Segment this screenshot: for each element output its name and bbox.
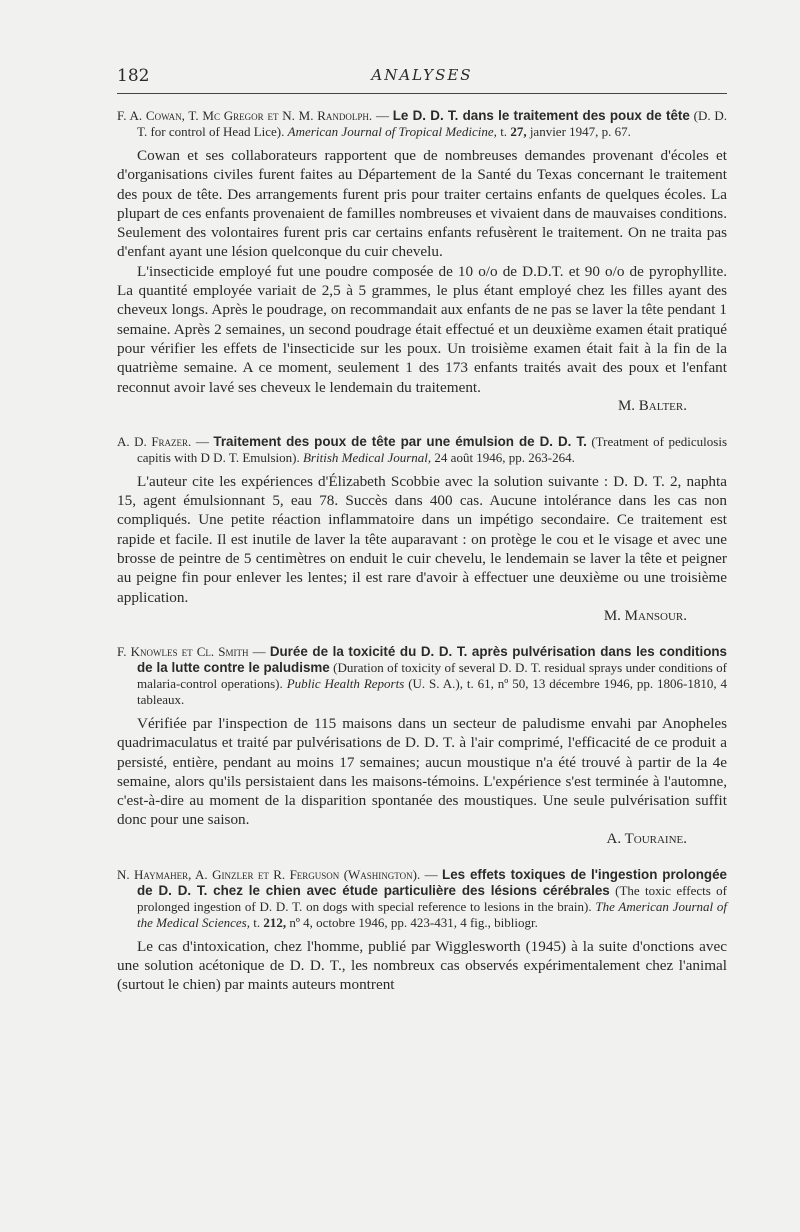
- article-source: (Treatment of pediculosis capitis with D D. T. Emulsion).: [137, 433, 728, 465]
- article-paragraph: L'auteur cite les expériences d'Élizabeth Scobbie avec la solution suivante : D. D. T. 2, naphta 15, agent émulsionnant 5, eau 78. Succès dans 400 cas. Aucune intolérance dans les cas non compliqués. Une petite réaction inflammatoire dans un impétigo secondaire. Ce traitement est rapide et facile. Il est inutile de laver la tête auparavant : on protège le cou et le visage et avec une brosse de peintre de 5 centimètres on enduit le cuir chevelu, le lendemain se laver la tête et peigner au peigne fin pour enlever les lentes; il est rare d'avoir à effectuer une deuxième ou une troisième application.: [117, 472, 727, 606]
- article-signature: A. Touraine.: [606, 830, 687, 847]
- article-journal: The American Journal of the Medical Sciences,: [137, 898, 727, 930]
- article-paragraph: Cowan et ses collaborateurs rapportent que de nombreuses demandes provenant d'écoles et d'organisations civiles furent faites au Département de la Santé du Texas concernant le traitement des poux de tête. Des arrangements furent pris pour traiter certains enfants de quelques écoles. La plupart de ces enfants provenaient de familles nombreuses et vivaient dans de mauvaises conditions. Seulement des volontaires furent pris car certains enfants refusèrent le traitement. On ne traita pas d'enfant ayant une lésion quelconque du cuir chevelu.: [117, 147, 727, 261]
- article-source: (Duration of toxicity of several D. D. T. residual sprays under conditions of malaria-control operations).: [137, 659, 727, 691]
- article: [117, 867, 727, 995]
- article-reference: A. D. Frazer. — Traitement des poux de tête par une émulsion de D. D. T. (Treatment of pediculosis capitis with D D. T. Emulsion). British Medical Journal, 24 août 1946, pp. 263-264.: [117, 433, 728, 465]
- article-paragraph: Le cas d'intoxication, chez l'homme, publié par Wigglesworth (1945) à la suite d'onctions avec une solution acétonique de D. D. T., les nombreux cas observés expérimentalement chez l'animal (surtout le chien) par maints auteurs montrent: [117, 937, 727, 994]
- article-journal: Public Health Reports: [286, 675, 405, 691]
- running-head: ANALYSES: [371, 66, 473, 84]
- article-details: (U. S. A.), t. 61, nº 50, 13 décembre 1946, pp. 1806-1810, 4 tableaux.: [137, 675, 728, 707]
- article-volume: 27,: [510, 124, 527, 139]
- page-content: [117, 108, 727, 995]
- article-details: janvier 1947, p. 67.: [529, 124, 631, 139]
- article-authors: A. D. Frazer.: [117, 433, 192, 449]
- article-signature: M. Mansour.: [603, 607, 687, 624]
- article-title: Traitement des poux de tête par une émulsion de D. D. T.: [213, 433, 587, 449]
- article-details: nº 4, octobre 1946, pp. 423-431, 4 fig., bibliogr.: [289, 914, 538, 930]
- article-authors: F. A. Cowan, T. Mc Gregor et N. M. Randolph.: [117, 108, 373, 123]
- article-title: Durée de la toxicité du D. D. T. après pulvérisation dans les conditions de la lutte contre le paludisme: [137, 643, 727, 675]
- article-source: (D. D. T. for control of Head Lice).: [137, 108, 728, 139]
- article-title: Le D. D. T. dans le traitement des poux de tête: [392, 108, 690, 123]
- article-reference: F. A. Cowan, T. Mc Gregor et N. M. Randolph. — Le D. D. T. dans le traitement des poux de tête (D. D. T. for control of Head Lice). American Journal of Tropical Medicine, t. 27, janvier 1947, p. 67.: [117, 108, 728, 139]
- article-reference: N. Haymaher, A. Ginzler et R. Ferguson (Washington). — Les effets toxiques de l'ingestion prolongée de D. D. T. chez le chien avec étude particulière des lésions cérébrales (The toxic effects of prolonged ingestion of D. D. T. on dogs with special reference to lesions in the brain). The American Journal of the Medical Sciences, t. 212, nº 4, octobre 1946, pp. 423-431, 4 fig., bibliogr.: [117, 866, 728, 930]
- article-details: 24 août 1946, pp. 263-264.: [434, 449, 575, 465]
- article: [117, 434, 727, 626]
- article-authors: F. Knowles et Cl. Smith: [117, 643, 249, 659]
- article-volume: 212,: [263, 914, 287, 930]
- article-reference: F. Knowles et Cl. Smith — Durée de la toxicité du D. D. T. après pulvérisation dans les conditions de la lutte contre le paludisme (Duration of toxicity of several D. D. T. residual sprays under conditions of malaria-control operations). Public Health Reports (U. S. A.), t. 61, nº 50, 13 décembre 1946, pp. 1806-1810, 4 tableaux.: [117, 643, 728, 707]
- article-title: Les effets toxiques de l'ingestion prolongée de D. D. T. chez le chien avec étude particulière des lésions cérébrales: [137, 866, 728, 898]
- article: [117, 644, 727, 849]
- article-source: (The toxic effects of prolonged ingestion of D. D. T. on dogs with special reference to lesions in the brain).: [137, 882, 727, 914]
- article-authors: N. Haymaher, A. Ginzler et R. Ferguson (Washington).: [117, 866, 421, 882]
- page-number: 182: [117, 66, 150, 86]
- article: [117, 108, 727, 416]
- article-journal: British Medical Journal,: [302, 449, 432, 465]
- article-paragraph: Vérifiée par l'inspection de 115 maisons dans un secteur de paludisme envahi par Anopheles quadrimaculatus et traité par pulvérisations de D. D. T. à l'air comprimé, l'efficacité de ce produit a persisté, entière, pendant au moins 17 semaines; aucun moustique n'a été trouvé à partir de la 4e semaine, alors qu'ils persistaient dans les maisons-témoins. L'expérience s'est terminée à l'automne, c'est-à-dire au moment de la disparition spontanée des moustiques. Une seule pulvérisation suffit donc pour une saison.: [117, 714, 727, 829]
- article-signature: M. Balter.: [617, 397, 687, 414]
- page-header: [117, 66, 727, 94]
- article-journal: American Journal of Tropical Medicine,: [287, 124, 497, 139]
- article-paragraph: L'insecticide employé fut une poudre composée de 10 o/o de D.D.T. et 90 o/o de pyrophyllite. La quantité employée variait de 2,5 à 5 grammes, le plus étant employé chez les filles ayant des cheveux longs. Après le poudrage, on recommandait aux enfants de ne pas se laver la tête pendant 1 semaine. Après 2 semaines, un second poudrage était effectué et un deuxième examen était pratiqué pour vérifier les effets de l'insecticide sur les poux. Un troisième examen était fait à la fin de la quatrième semaine. A ce moment, seulement 1 des 173 enfants traités avait des poux et l'enfant reconnut avoir lavé ses cheveux le lendemain du traitement.: [117, 262, 727, 396]
